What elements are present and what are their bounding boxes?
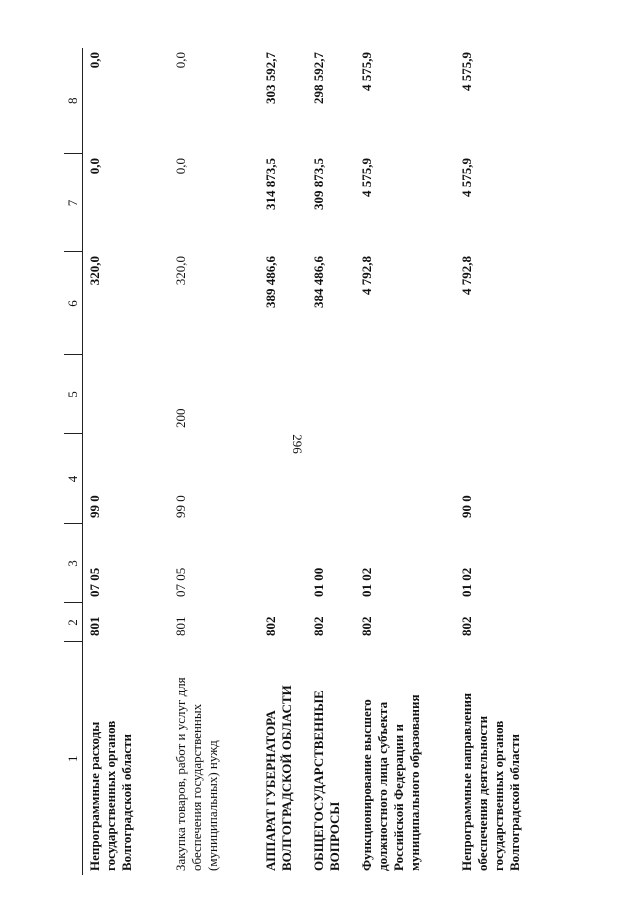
row-col-6: 389 486,6 [263,256,278,308]
row-col-7: 4 575,9 [359,158,374,197]
row-col-5 [259,355,307,434]
row-col-8: 4 575,9 [459,52,474,91]
header-col-6: 6 [64,252,83,355]
row-col-6: 320,0 [87,256,102,286]
row-col-4 [307,434,355,524]
header-row [64,48,83,875]
row-col-7: 0,0 [173,158,188,175]
table-header [64,48,83,875]
header-col-7: 7 [64,154,83,252]
row-col-3 [259,524,307,603]
table-row [455,48,555,875]
row-col-5 [355,355,455,434]
row-name: Закупка товаров, работ и услуг для обеспечения государственных (муниципальных) нужд [173,677,220,871]
header-col-4: 4 [64,434,83,524]
table-row [307,48,355,875]
row-col-7: 4 575,9 [459,158,474,197]
header-col-3: 3 [64,524,83,603]
table-row [355,48,455,875]
table-row [169,48,259,875]
table-row [259,48,307,875]
budget-table [64,48,555,875]
row-col-2: 801 [173,616,188,636]
row-col-8: 303 592,7 [263,52,278,104]
row-col-4 [259,434,307,524]
row-col-6: 4 792,8 [359,256,374,295]
row-col-8: 4 575,9 [359,52,374,91]
row-col-8: 0,0 [87,52,102,69]
row-col-6: 4 792,8 [459,256,474,295]
row-col-3: 07 05 [173,567,188,597]
header-col-5: 5 [64,355,83,434]
row-col-4: 90 0 [459,495,474,518]
page-number: 296 [289,434,305,454]
row-col-6: 320,0 [173,256,188,286]
row-col-3: 01 02 [359,567,374,597]
row-col-2: 802 [311,616,326,636]
row-col-3: 01 00 [311,567,326,597]
row-col-5: 200 [173,408,188,428]
row-col-3: 01 02 [459,567,474,597]
table-body [83,48,556,875]
row-name: ОБЩЕГОСУДАРСТВЕННЫЕ ВОПРОСЫ [311,690,342,871]
row-col-2: 802 [459,616,474,636]
row-col-5 [307,355,355,434]
row-name: АППАРАТ ГУБЕРНАТОРА ВОЛГОГРАДСКОЙ ОБЛАСТИ [263,685,294,871]
row-col-5 [83,355,170,434]
row-col-4 [355,434,455,524]
row-name: Непрограммные расходы государственных органов Волгоградской области [87,720,134,871]
header-col-8: 8 [64,48,83,154]
row-col-8: 298 592,7 [311,52,326,104]
row-col-2: 802 [359,616,374,636]
header-col-2: 2 [64,603,83,642]
row-col-2: 802 [263,616,278,636]
row-col-5 [455,355,555,434]
row-name: Непрограммные направления обеспечения деятельности государственных органов Волгоградской области [459,692,522,871]
row-name: Функционирование высшего должностного лица субъекта Российской Федерации и муниципального образования [359,694,422,871]
header-col-1: 1 [64,642,83,875]
row-col-7: 314 873,5 [263,158,278,210]
row-col-7: 309 873,5 [311,158,326,210]
row-col-2: 801 [87,616,102,636]
row-col-7: 0,0 [87,158,102,175]
row-col-3: 07 05 [87,567,102,597]
row-col-4: 99 0 [87,495,102,518]
table-row [83,48,170,875]
row-col-6: 384 486,6 [311,256,326,308]
row-col-8: 0,0 [173,52,188,69]
row-col-4: 99 0 [173,495,188,518]
